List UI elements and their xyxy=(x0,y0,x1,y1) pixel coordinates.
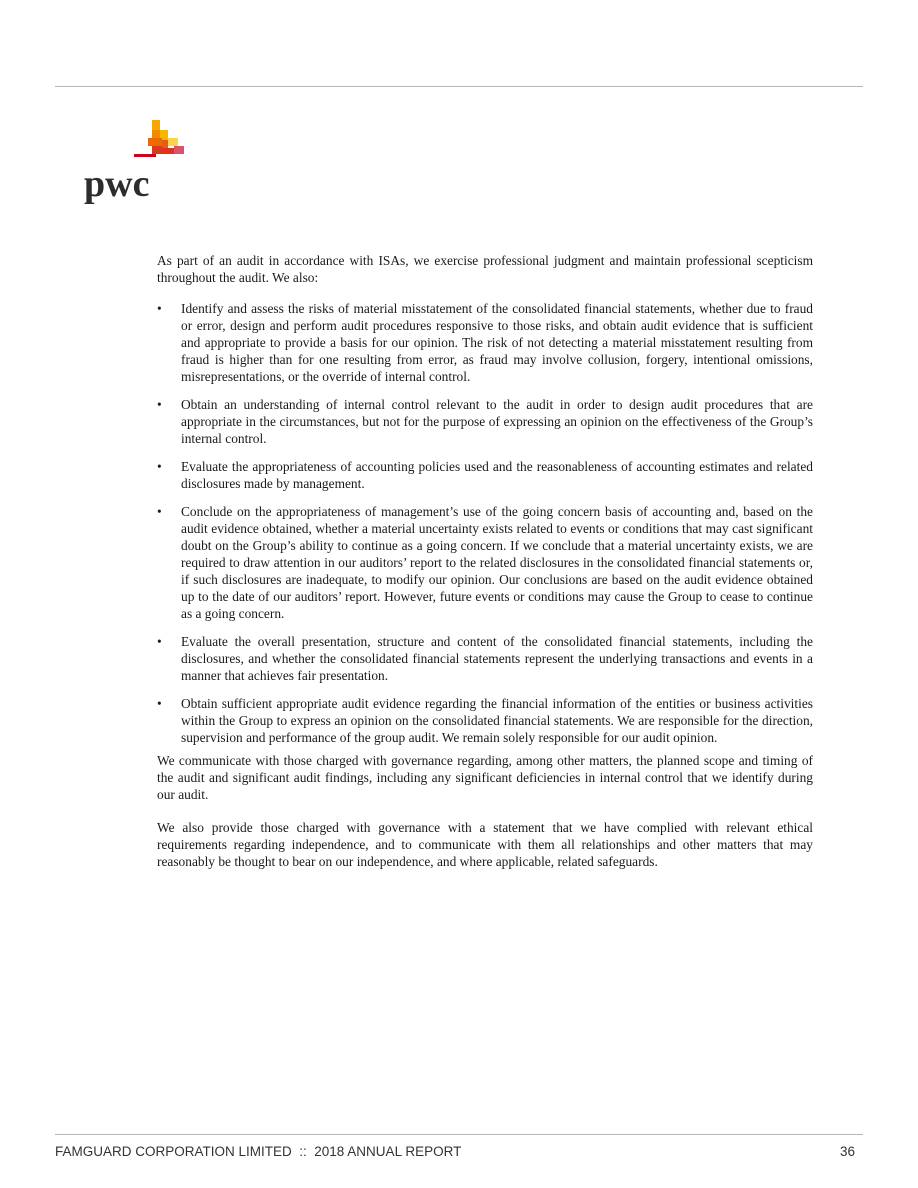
list-item-text: Identify and assess the risks of material misstatement of the consolidated financial statements, whether due to fraud or error, design and perform audit procedures responsive to those risks, and obtain audit evidence that is sufficient and appropriate to provide a basis for our opinion. The risk of not detecting a material misstatement resulting from fraud is higher than for one resulting from error, as fraud may involve collusion, forgery, intentional omissions, misrepresentations, or the override of internal control. xyxy=(181,301,813,384)
independence-paragraph: We also provide those charged with governance with a statement that we have complied with relevant ethical requirements regarding independence, and to communicate with them all relationships and other matters that may reasonably be thought to bear on our independence, and where applicable, related safeguards. xyxy=(157,820,813,869)
list-item-text: Obtain an understanding of internal control relevant to the audit in order to design audit procedures that are appropriate in the circumstances, but not for the purpose of expressing an opinion on the effectiveness of the Group’s internal control. xyxy=(181,397,813,446)
bullet-icon: • xyxy=(157,696,162,711)
page-number: 36 xyxy=(839,1144,855,1159)
bullet-icon: • xyxy=(157,634,162,649)
list-item xyxy=(157,396,813,447)
list-item-text: Conclude on the appropriateness of management’s use of the going concern basis of accounting and, based on the audit evidence obtained, whether a material uncertainty exists related to events or conditions that may cast significant doubt on the Group’s ability to continue as a going concern. If we conclude that a material uncertainty exists, we are required to draw attention in our auditors’ report to the related disclosures in the consolidated financial statements or, if such disclosures are inadequate, to modify our opinion. Our conclusions are based on the audit evidence obtained up to the date of our auditors’ report. However, future events or conditions may cause the Group to cease to continue as a going concern. xyxy=(181,504,813,621)
page-body xyxy=(157,252,813,870)
list-item xyxy=(157,458,813,492)
logo-text: pwc xyxy=(84,163,150,205)
pwc-logo-mark xyxy=(84,118,196,206)
list-item-text: Evaluate the overall presentation, structure and content of the consolidated financial statements, including the disclosures, and whether the consolidated financial statements represent the underlying transactions and events in a manner that achieves fair presentation. xyxy=(181,634,813,683)
list-item-text: Evaluate the appropriateness of accounting policies used and the reasonableness of accounting estimates and related disclosures made by management. xyxy=(181,459,813,491)
header-rule xyxy=(55,86,863,87)
footer-rule xyxy=(55,1134,863,1135)
audit-procedures-list xyxy=(157,300,813,746)
list-item-text: Obtain sufficient appropriate audit evidence regarding the financial information of the entities or business activities within the Group to express an opinion on the consolidated financial statements. We are responsible for the direction, supervision and performance of the group audit. We remain solely responsible for our audit opinion. xyxy=(181,696,813,745)
list-item xyxy=(157,633,813,684)
list-item xyxy=(157,503,813,622)
list-item xyxy=(157,695,813,746)
governance-paragraph: We communicate with those charged with governance regarding, among other matters, the planned scope and timing of the audit and significant audit findings, including any significant deficiencies in internal control that we identify during our audit. xyxy=(157,753,813,802)
pwc-logo xyxy=(84,118,196,206)
list-item xyxy=(157,300,813,385)
bullet-icon: • xyxy=(157,504,162,519)
intro-paragraph: As part of an audit in accordance with ISAs, we exercise professional judgment and maintain professional scepticism throughout the audit. We also: xyxy=(157,253,813,285)
footer-report-title: FAMGUARD CORPORATION LIMITED :: 2018 ANNUAL REPORT xyxy=(55,1144,462,1159)
bullet-icon: • xyxy=(157,301,162,316)
bullet-icon: • xyxy=(157,459,162,474)
bullet-icon: • xyxy=(157,397,162,412)
